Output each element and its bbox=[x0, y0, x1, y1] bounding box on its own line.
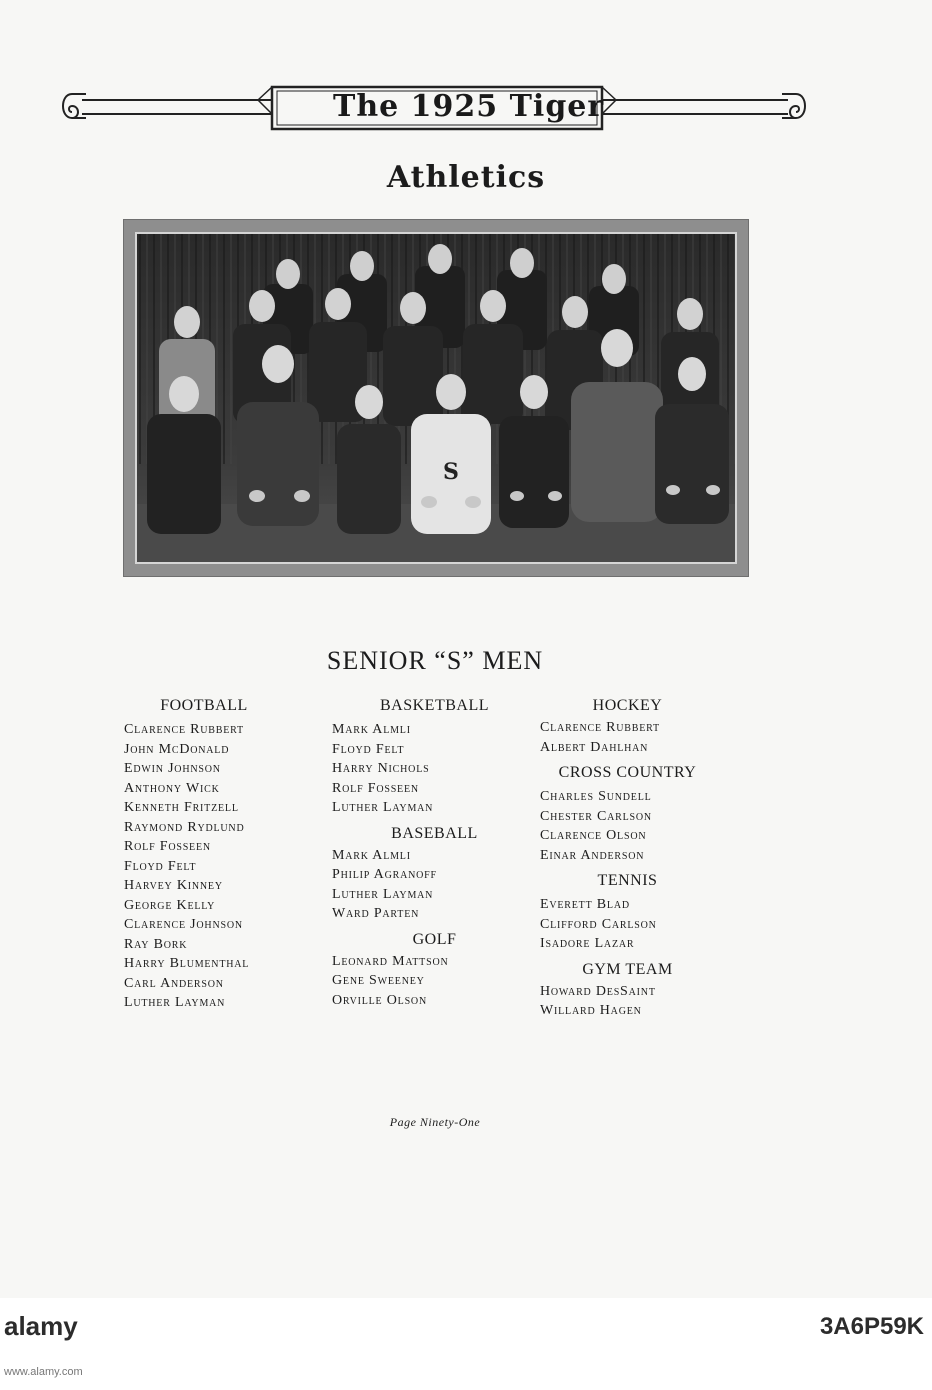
roster-column-1 bbox=[124, 696, 304, 1013]
svg-text:S: S bbox=[443, 459, 459, 485]
roster-heading: SENIOR “S” MEN bbox=[326, 646, 544, 675]
roster-name: Everett Blad bbox=[540, 897, 630, 912]
roster-name: John McDonald bbox=[124, 741, 230, 757]
roster-name: Floyd Felt bbox=[124, 858, 197, 874]
roster-name: Rolf Fosseen bbox=[124, 839, 211, 854]
baseball-roster bbox=[332, 846, 522, 924]
banner bbox=[58, 84, 810, 136]
roster-name: Edwin Johnson bbox=[124, 761, 221, 776]
roster-name: George Kelly bbox=[124, 897, 216, 913]
roster-name: Mark Almli bbox=[332, 847, 411, 863]
team-photo-frame bbox=[123, 219, 749, 577]
roster-name: Leonard Mattson bbox=[332, 953, 449, 969]
roster-column-2 bbox=[332, 696, 522, 1010]
roster-name: Clarence Johnson bbox=[124, 917, 243, 932]
roster-name: Philip Agranoff bbox=[332, 867, 437, 882]
roster-name: Charles Sundell bbox=[540, 789, 652, 804]
roster-name: Chester Carlson bbox=[540, 808, 652, 824]
sport-title-cross-country: CROSS COUNTRY bbox=[558, 764, 697, 781]
roster-name: Willard Hagen bbox=[540, 1003, 642, 1018]
golf-roster bbox=[332, 952, 522, 1011]
roster-name: Ward Parten bbox=[332, 906, 420, 921]
team-photo bbox=[135, 232, 737, 564]
stock-site: www.alamy.com bbox=[4, 1366, 83, 1378]
roster-name: Isadore Lazar bbox=[540, 936, 635, 951]
roster-name: Einar Anderson bbox=[540, 847, 645, 863]
cross-country-roster bbox=[540, 787, 750, 865]
basketball-roster bbox=[332, 720, 522, 818]
roster-name: Clifford Carlson bbox=[540, 916, 657, 932]
stock-footer bbox=[0, 1311, 932, 1341]
roster-name: Kenneth Fritzell bbox=[124, 800, 239, 815]
roster-name: Floyd Felt bbox=[332, 741, 405, 757]
banner-title: The 1925 Tiger bbox=[333, 89, 605, 124]
roster-name: Luther Layman bbox=[332, 800, 434, 815]
sport-title-hockey: HOCKEY bbox=[592, 697, 663, 714]
tennis-roster bbox=[540, 895, 750, 954]
roster-name: Orville Olson bbox=[332, 992, 427, 1008]
page-number: Page Ninety-One bbox=[389, 1115, 481, 1129]
roster-name: Albert Dahlhan bbox=[540, 739, 649, 755]
football-roster bbox=[124, 720, 304, 1013]
roster-name: Clarence Rubbert bbox=[540, 720, 660, 735]
roster-name: Carl Anderson bbox=[124, 975, 224, 991]
roster-name: Harvey Kinney bbox=[124, 878, 223, 893]
roster-name: Ray Bork bbox=[124, 936, 188, 952]
roster-column-3 bbox=[540, 696, 750, 1021]
sport-title-tennis: TENNIS bbox=[597, 872, 658, 889]
hockey-roster bbox=[540, 718, 750, 757]
roster-name: Harry Blumenthal bbox=[124, 956, 250, 971]
roster-name: Rolf Fosseen bbox=[332, 780, 419, 796]
sport-title-baseball: BASEBALL bbox=[391, 824, 478, 842]
sport-title-golf: GOLF bbox=[412, 930, 457, 948]
roster-name: Luther Layman bbox=[332, 886, 434, 902]
roster-name: Clarence Rubbert bbox=[124, 722, 244, 737]
alamy-logo: alamy bbox=[4, 1311, 78, 1341]
roster-name: Gene Sweeney bbox=[332, 973, 425, 988]
roster-name: Mark Almli bbox=[332, 722, 411, 737]
roster-name: Raymond Rydlund bbox=[124, 819, 245, 835]
roster-name: Howard DesSaint bbox=[540, 983, 656, 999]
sport-title-basketball: BASKETBALL bbox=[380, 697, 489, 714]
roster-name: Harry Nichols bbox=[332, 761, 430, 776]
section-title: Athletics bbox=[386, 160, 546, 195]
image-id: 3A6P59K bbox=[819, 1313, 924, 1340]
roster-name: Luther Layman bbox=[124, 995, 226, 1010]
sport-title-gym-team: GYM TEAM bbox=[582, 960, 673, 978]
sport-title-football: FOOTBALL bbox=[160, 697, 248, 714]
gym-team-roster bbox=[540, 982, 750, 1021]
roster-name: Clarence Olson bbox=[540, 828, 647, 843]
roster-name: Anthony Wick bbox=[124, 780, 220, 796]
